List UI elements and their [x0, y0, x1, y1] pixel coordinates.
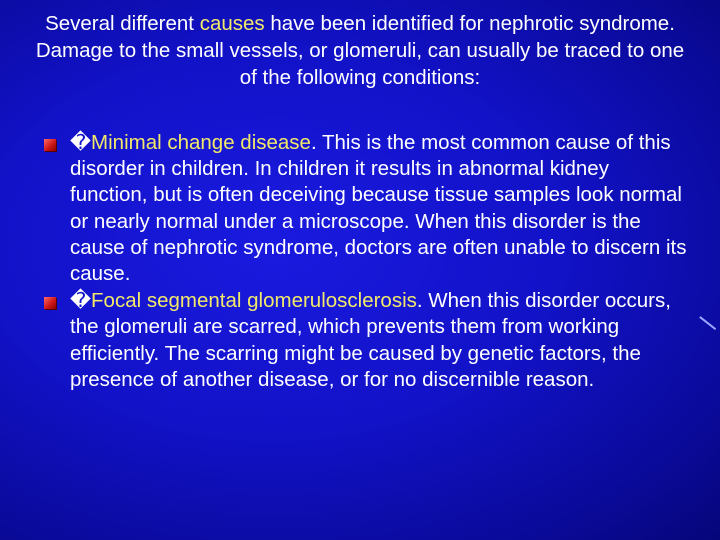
decorative-line	[700, 316, 717, 329]
bullet-term: Focal segmental glomerulosclerosis	[91, 289, 417, 313]
replacement-glyph-icon: �	[70, 288, 92, 313]
bullet-text: . This is the most common cause of this disorder in children. In children it results in abnormal kidney function, but is often deceiving because tissue samples look normal or nearly normal under a microscope. When this disorder is the cause of nephrotic syndrome, doctors are often unable to discern its cause.	[70, 131, 687, 286]
bullet-list	[42, 129, 692, 393]
slide-title	[30, 10, 690, 91]
bullet-square-icon	[44, 139, 56, 151]
bullet-term: Minimal change disease	[91, 131, 311, 154]
title-text-part1: Several different	[45, 12, 200, 35]
title-text-part2: have been identified for nephrotic syndrome. Damage to the small vessels, or glomeruli, can usually be traced to one of the following conditions:	[35, 12, 685, 89]
bullet-square-icon	[44, 297, 56, 309]
bullet-text: . When this disorder occurs, the glomeruli are scarred, which prevents them from working efficiently. The scarring might be caused by genetic factors, the presence of another disease, or for no discernible reason.	[70, 289, 671, 391]
title-highlight: causes	[199, 12, 265, 35]
bullet-item-focal-segmental	[42, 287, 692, 393]
replacement-glyph-icon: �	[70, 130, 92, 154]
bullet-item-minimal-change	[42, 129, 692, 287]
